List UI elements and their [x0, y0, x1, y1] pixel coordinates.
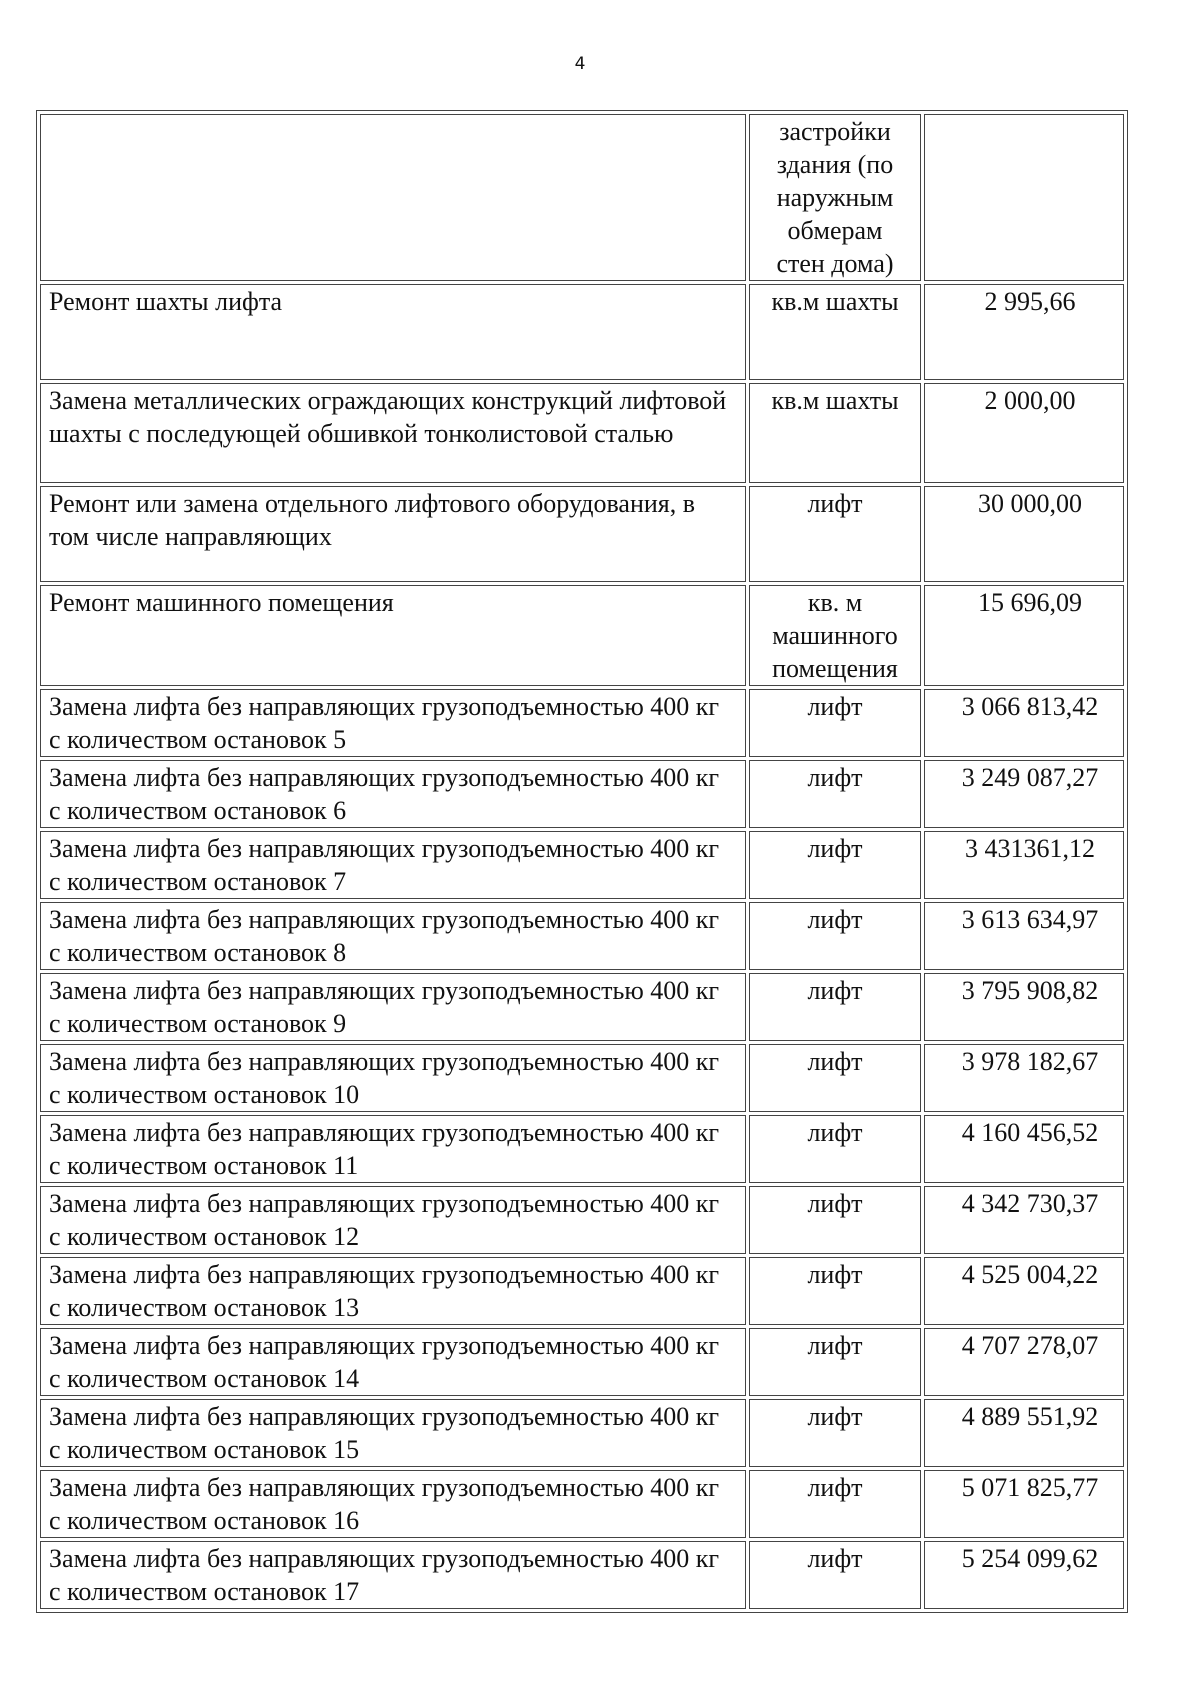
price-cell [924, 114, 1124, 281]
table-row [40, 902, 1124, 970]
price-table-body [40, 114, 1124, 1609]
unit-cell [749, 1257, 921, 1325]
unit-line: лифт [807, 1331, 863, 1360]
price-cell: 3 066 813,42 [924, 689, 1124, 757]
unit-line: кв.м шахты [771, 287, 899, 316]
price-cell: 2 000,00 [924, 383, 1124, 483]
unit-cell [749, 585, 921, 686]
price-cell: 30 000,00 [924, 486, 1124, 582]
unit-cell [749, 831, 921, 899]
unit-cell [749, 902, 921, 970]
table-row [40, 1328, 1124, 1396]
unit-line: лифт [807, 976, 863, 1005]
unit-line: обмерам [787, 216, 883, 245]
unit-cell [749, 1399, 921, 1467]
unit-cell [749, 1328, 921, 1396]
work-name-cell: Замена лифта без направляющих грузоподъемностью 400 кг с количеством остановок 5 [40, 689, 746, 757]
unit-line: лифт [807, 1473, 863, 1502]
price-cell: 5 071 825,77 [924, 1470, 1124, 1538]
work-name-cell: Замена лифта без направляющих грузоподъемностью 400 кг с количеством остановок 7 [40, 831, 746, 899]
work-name-cell: Замена лифта без направляющих грузоподъемностью 400 кг с количеством остановок 8 [40, 902, 746, 970]
unit-line: помещения [772, 654, 898, 683]
table-row [40, 486, 1124, 582]
work-name-cell: Замена лифта без направляющих грузоподъемностью 400 кг с количеством остановок 15 [40, 1399, 746, 1467]
unit-cell [749, 973, 921, 1041]
work-name-cell: Замена лифта без направляющих грузоподъемностью 400 кг с количеством остановок 12 [40, 1186, 746, 1254]
unit-line: лифт [807, 1544, 863, 1573]
unit-line: застройки [779, 117, 891, 146]
unit-line: лифт [807, 489, 863, 518]
price-cell: 3 795 908,82 [924, 973, 1124, 1041]
unit-cell [749, 1186, 921, 1254]
price-cell: 4 342 730,37 [924, 1186, 1124, 1254]
price-cell: 4 160 456,52 [924, 1115, 1124, 1183]
price-table-container [36, 110, 1128, 1613]
work-name-cell: Замена лифта без направляющих грузоподъемностью 400 кг с количеством остановок 6 [40, 760, 746, 828]
table-row [40, 585, 1124, 686]
price-cell: 4 707 278,07 [924, 1328, 1124, 1396]
table-row [40, 114, 1124, 281]
unit-line: лифт [807, 692, 863, 721]
page-number: 4 [574, 54, 586, 74]
table-row [40, 1541, 1124, 1609]
table-row [40, 689, 1124, 757]
price-cell: 5 254 099,62 [924, 1541, 1124, 1609]
work-name-cell: Ремонт шахты лифта [40, 284, 746, 380]
unit-cell [749, 689, 921, 757]
table-row [40, 760, 1124, 828]
unit-line: лифт [807, 1402, 863, 1431]
unit-cell [749, 1044, 921, 1112]
work-name-cell [40, 114, 746, 281]
table-row [40, 1399, 1124, 1467]
work-name-cell: Замена лифта без направляющих грузоподъемностью 400 кг с количеством остановок 14 [40, 1328, 746, 1396]
work-name-cell: Замена лифта без направляющих грузоподъемностью 400 кг с количеством остановок 9 [40, 973, 746, 1041]
unit-line: лифт [807, 1189, 863, 1218]
table-row [40, 383, 1124, 483]
unit-line: лифт [807, 834, 863, 863]
unit-line: здания (по [776, 150, 894, 179]
work-name-cell: Замена лифта без направляющих грузоподъемностью 400 кг с количеством остановок 11 [40, 1115, 746, 1183]
unit-line: лифт [807, 1260, 863, 1289]
table-row [40, 1470, 1124, 1538]
work-name-cell: Ремонт или замена отдельного лифтового оборудования, в том числе направляющих [40, 486, 746, 582]
unit-cell [749, 1541, 921, 1609]
price-cell: 4 525 004,22 [924, 1257, 1124, 1325]
unit-cell [749, 284, 921, 380]
work-name-cell: Замена лифта без направляющих грузоподъемностью 400 кг с количеством остановок 16 [40, 1470, 746, 1538]
unit-cell [749, 1115, 921, 1183]
table-row [40, 831, 1124, 899]
work-name-cell: Замена металлических ограждающих конструкций лифтовой шахты с последующей обшивкой тонколистовой сталью [40, 383, 746, 483]
unit-line: лифт [807, 905, 863, 934]
price-cell: 15 696,09 [924, 585, 1124, 686]
unit-cell [749, 760, 921, 828]
table-row [40, 1115, 1124, 1183]
work-name-cell: Замена лифта без направляющих грузоподъемностью 400 кг с количеством остановок 17 [40, 1541, 746, 1609]
table-row [40, 973, 1124, 1041]
unit-cell [749, 1470, 921, 1538]
unit-line: лифт [807, 1047, 863, 1076]
unit-line: машинного [772, 621, 898, 650]
unit-cell [749, 114, 921, 281]
work-name-cell: Замена лифта без направляющих грузоподъемностью 400 кг с количеством остановок 10 [40, 1044, 746, 1112]
work-name-cell: Ремонт машинного помещения [40, 585, 746, 686]
table-row [40, 1186, 1124, 1254]
price-cell: 4 889 551,92 [924, 1399, 1124, 1467]
price-cell: 3 613 634,97 [924, 902, 1124, 970]
price-cell: 3 431361,12 [924, 831, 1124, 899]
unit-line: кв.м шахты [771, 386, 899, 415]
unit-line: наружным [776, 183, 894, 212]
unit-line: лифт [807, 763, 863, 792]
price-cell: 3 978 182,67 [924, 1044, 1124, 1112]
table-row [40, 1044, 1124, 1112]
price-cell: 2 995,66 [924, 284, 1124, 380]
table-row [40, 284, 1124, 380]
unit-cell [749, 383, 921, 483]
unit-line: кв. м [807, 588, 863, 617]
work-name-cell: Замена лифта без направляющих грузоподъемностью 400 кг с количеством остановок 13 [40, 1257, 746, 1325]
unit-cell [749, 486, 921, 582]
table-row [40, 1257, 1124, 1325]
price-cell: 3 249 087,27 [924, 760, 1124, 828]
price-table [36, 110, 1128, 1613]
unit-line: лифт [807, 1118, 863, 1147]
unit-line: стен дома) [776, 249, 894, 278]
